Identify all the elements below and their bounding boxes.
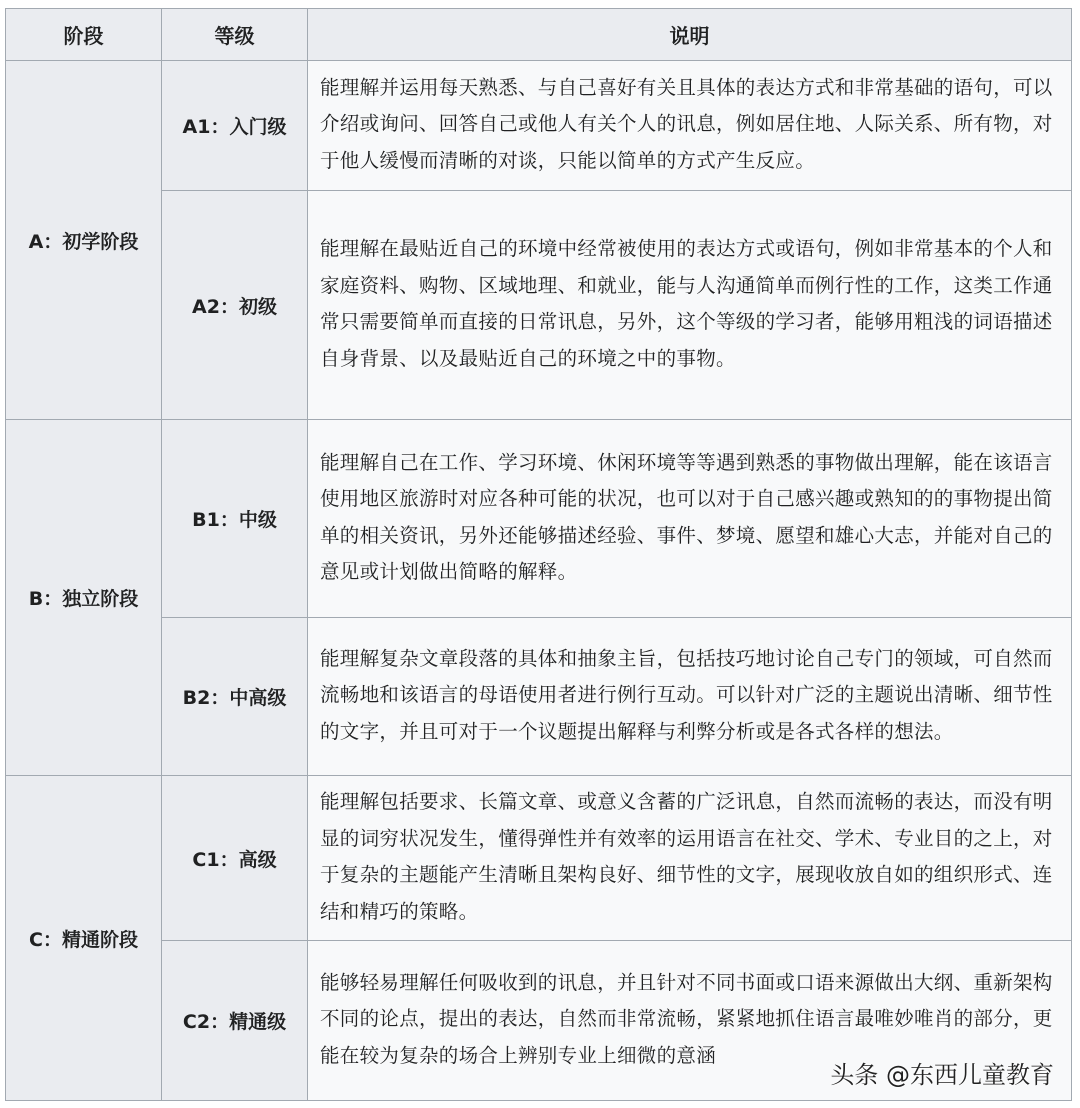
table-row — [6, 776, 1072, 941]
level-cell: C2：精通级 — [162, 941, 308, 1101]
header-row — [6, 9, 1072, 61]
cefr-levels-table — [5, 8, 1072, 1101]
level-cell: B2：中高级 — [162, 618, 308, 776]
level-cell: A1：入门级 — [162, 61, 308, 191]
description-cell: 能理解并运用每天熟悉、与自己喜好有关且具体的表达方式和非常基础的语句，可以介绍或询问、回答自己或他人有关个人的讯息，例如居住地、人际关系、所有物，对于他人缓慢而清晰的对谈，只能以简单的方式产生反应。 — [308, 61, 1072, 191]
stage-cell: A：初学阶段 — [6, 61, 162, 420]
header-description: 说明 — [308, 9, 1072, 61]
description-cell: 能理解复杂文章段落的具体和抽象主旨，包括技巧地讨论自己专门的领域，可自然而流畅地和该语言的母语使用者进行例行互动。可以针对广泛的主题说出清晰、细节性的文字，并且可对于一个议题提出解释与利弊分析或是各式各样的想法。 — [308, 618, 1072, 776]
description-cell: 能理解自己在工作、学习环境、休闲环境等等遇到熟悉的事物做出理解，能在该语言使用地区旅游时对应各种可能的状况，也可以对于自己感兴趣或熟知的的事物提出简单的相关资讯，另外还能够描述经验、事件、梦境、愿望和雄心大志，并能对自己的意见或计划做出简略的解释。 — [308, 420, 1072, 618]
header-stage: 阶段 — [6, 9, 162, 61]
stage-cell: C：精通阶段 — [6, 776, 162, 1101]
table-row — [6, 420, 1072, 618]
header-level: 等级 — [162, 9, 308, 61]
level-cell: B1：中级 — [162, 420, 308, 618]
level-cell: A2：初级 — [162, 191, 308, 420]
stage-cell: B：独立阶段 — [6, 420, 162, 776]
watermark: 头条 @东西儿童教育 — [830, 1061, 1054, 1089]
table-row — [6, 191, 1072, 420]
table-row — [6, 61, 1072, 191]
description-cell: 能理解在最贴近自己的环境中经常被使用的表达方式或语句，例如非常基本的个人和家庭资料、购物、区域地理、和就业，能与人沟通简单而例行性的工作，这类工作通常只需要简单而直接的日常讯息，另外，这个等级的学习者，能够用粗浅的词语描述自身背景、以及最贴近自己的环境之中的事物。 — [308, 191, 1072, 420]
level-cell: C1：高级 — [162, 776, 308, 941]
description-cell: 能理解包括要求、长篇文章、或意义含蓄的广泛讯息，自然而流畅的表达，而没有明显的词穷状况发生，懂得弹性并有效率的运用语言在社交、学术、专业目的之上，对于复杂的主题能产生清晰且架构良好、细节性的文字，展现收放自如的组织形式、连结和精巧的策略。 — [308, 776, 1072, 941]
description-cell: 能够轻易理解任何吸收到的讯息，并且针对不同书面或口语来源做出大纲、重新架构不同的论点，提出的表达，自然而非常流畅，紧紧地抓住语言最唯妙唯肖的部分，更能在较为复杂的场合上辨别专业上细微的意涵 — [308, 941, 1072, 1101]
table-row — [6, 618, 1072, 776]
